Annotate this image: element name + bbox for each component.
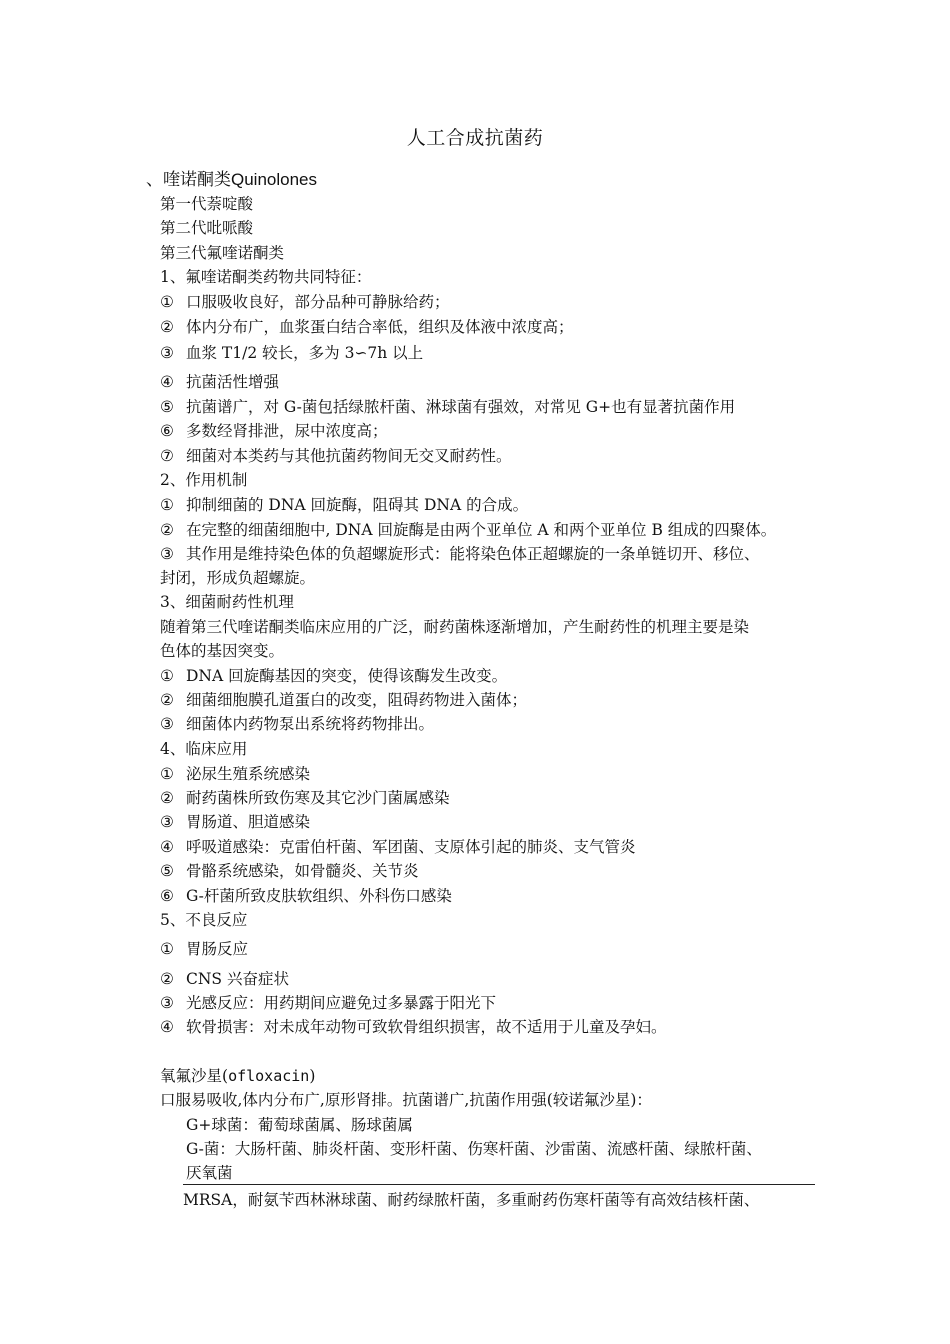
sec3-intro-2: 色体的基因突变。: [160, 642, 285, 660]
item-mark: ②: [160, 789, 174, 807]
list-item: [160, 886, 452, 906]
item-mark: ③: [160, 813, 174, 831]
list-item: [160, 544, 760, 564]
ofloxacin-mrsa: MRSA，耐氨苄西林淋球菌、耐药绿脓杆菌，多重耐药伤寒杆菌等有高效结核杆菌、: [183, 1191, 760, 1209]
item-mark: ②: [160, 691, 174, 709]
item-text: 抑制细菌的 DNA 回旋酶，阻碍其 DNA 的合成。: [186, 496, 529, 514]
list-item: [160, 1017, 667, 1037]
generation-3: 第三代氟喹诺酮类: [160, 244, 285, 262]
item-mark: ④: [160, 373, 174, 391]
list-item: [160, 520, 776, 540]
list-item: [160, 292, 450, 312]
section-heading: [146, 170, 317, 190]
ofloxacin-heading-cn: 氧氟沙星(: [160, 1067, 229, 1085]
ofloxacin-gpos: G+球菌：葡萄球菌属、肠球菌属: [186, 1116, 413, 1134]
list-item: [160, 317, 574, 337]
item-mark: ①: [160, 496, 174, 514]
ofloxacin-gneg-2: 厌氧菌: [186, 1164, 233, 1182]
item-text: 耐药菌株所致伤寒及其它沙门菌属感染: [186, 789, 450, 807]
item-mark: ①: [160, 293, 174, 311]
item-mark: ③: [160, 545, 174, 563]
sec3-title: 3、细菌耐药性机理: [160, 593, 294, 611]
item-mark: ④: [160, 838, 174, 856]
item-text: 血浆 T1/2 较长，多为 3∽7h 以上: [186, 344, 424, 362]
item-text: DNA 回旋酶基因的突变，使得该酶发生改变。: [186, 667, 508, 685]
sec5-title: 5、不良反应: [160, 911, 248, 929]
sec1-title: 1、氟喹诺酮类药物共同特征：: [160, 268, 372, 286]
item-text: CNS 兴奋症状: [186, 970, 289, 988]
item-mark: ⑤: [160, 398, 174, 416]
list-item: [160, 397, 735, 417]
list-item: [160, 969, 289, 989]
item-text: 其作用是维持染色体的负超螺旋形式：能将染色体正超螺旋的一条单链切开、移位、: [186, 545, 760, 563]
ofloxacin-heading-close: ): [309, 1067, 316, 1085]
item-mark: ④: [160, 1018, 174, 1036]
list-item: [160, 666, 507, 686]
page-title: 人工合成抗菌药: [406, 127, 544, 149]
list-item: [160, 343, 423, 363]
item-mark: ③: [160, 994, 174, 1012]
item-text: 泌尿生殖系统感染: [186, 765, 311, 783]
list-item: [160, 690, 527, 710]
item-text: 在完整的细菌细胞中, DNA 回旋酶是由两个亚单位 A 和两个亚单位 B 组成的四聚体。: [186, 521, 777, 539]
item-text: G-杆菌所致皮肤软组织、外科伤口感染: [186, 887, 452, 905]
heading-prefix: 、喹诺酮类: [146, 170, 231, 190]
item-mark: ①: [160, 765, 174, 783]
item-text: 呼吸道感染：克雷伯杆菌、军团菌、支原体引起的肺炎、支气管炎: [186, 838, 636, 856]
item-mark: ②: [160, 318, 174, 336]
ofloxacin-heading: [160, 1066, 315, 1086]
item-text: 软骨损害：对未成年动物可致软骨组织损害，故不适用于儿童及孕妇。: [186, 1018, 667, 1036]
item-mark: ⑦: [160, 447, 174, 465]
list-item: [160, 993, 496, 1013]
ofloxacin-gneg-1: G-菌：大肠杆菌、肺炎杆菌、变形杆菌、伤寒杆菌、沙雷菌、流感杆菌、绿脓杆菌、: [186, 1140, 762, 1158]
item-text: 抗菌活性增强: [186, 373, 280, 391]
item-text: 细菌对本类药与其他抗菌药物间无交叉耐药性。: [186, 447, 512, 465]
item-mark: ②: [160, 970, 174, 988]
ofloxacin-line-1: 口服易吸收,体内分布广,原形肾排。抗菌谱广,抗菌作用强(较诺氟沙星)：: [160, 1091, 652, 1109]
list-item: [160, 495, 528, 515]
item-mark: ⑥: [160, 422, 174, 440]
heading-latin: Quinolones: [231, 170, 318, 189]
sec4-title: 4、临床应用: [160, 740, 248, 758]
item-text: 骨骼系统感染，如骨髓炎、关节炎: [186, 862, 419, 880]
item-mark: ①: [160, 667, 174, 685]
generation-1: 第一代萘啶酸: [160, 195, 254, 213]
item-mark: ②: [160, 521, 174, 539]
sec2-continuation: 封闭，形成负超螺旋。: [160, 569, 316, 587]
item-text: 光感反应：用药期间应避免过多暴露于阳光下: [186, 994, 497, 1012]
item-text: 胃肠道、胆道感染: [186, 813, 311, 831]
item-mark: ⑤: [160, 862, 174, 880]
generation-2: 第二代吡哌酸: [160, 219, 254, 237]
item-mark: ③: [160, 344, 174, 362]
list-item: [160, 861, 419, 881]
item-text: 多数经肾排泄，尿中浓度高；: [186, 422, 388, 440]
item-mark: ⑥: [160, 887, 174, 905]
item-text: 细菌细胞膜孔道蛋白的改变，阻碍药物进入菌体；: [186, 691, 528, 709]
list-item: [160, 714, 434, 734]
sec3-intro-1: 随着第三代喹诺酮类临床应用的广泛，耐药菌株逐渐增加，产生耐药性的机理主要是染: [160, 618, 750, 636]
item-text: 胃肠反应: [186, 940, 249, 958]
list-item: [160, 788, 450, 808]
sec2-title: 2、作用机制: [160, 471, 248, 489]
list-item: [160, 421, 388, 441]
item-mark: ①: [160, 940, 174, 958]
item-text: 抗菌谱广，对 G-菌包括绿脓杆菌、淋球菌有强效，对常见 G+也有显著抗菌作用: [186, 398, 736, 416]
item-mark: ③: [160, 715, 174, 733]
list-item: [160, 939, 248, 959]
list-item: [160, 812, 310, 832]
item-text: 细菌体内药物泵出系统将药物排出。: [186, 715, 435, 733]
list-item: [160, 446, 512, 466]
divider-line: [183, 1184, 815, 1185]
ofloxacin-heading-latin: ofloxacin: [228, 1067, 310, 1085]
list-item: [160, 372, 279, 392]
list-item: [160, 764, 310, 784]
item-text: 口服吸收良好，部分品种可静脉给药；: [186, 293, 450, 311]
list-item: [160, 837, 636, 857]
item-text: 体内分布广，血浆蛋白结合率低，组织及体液中浓度高；: [186, 318, 574, 336]
